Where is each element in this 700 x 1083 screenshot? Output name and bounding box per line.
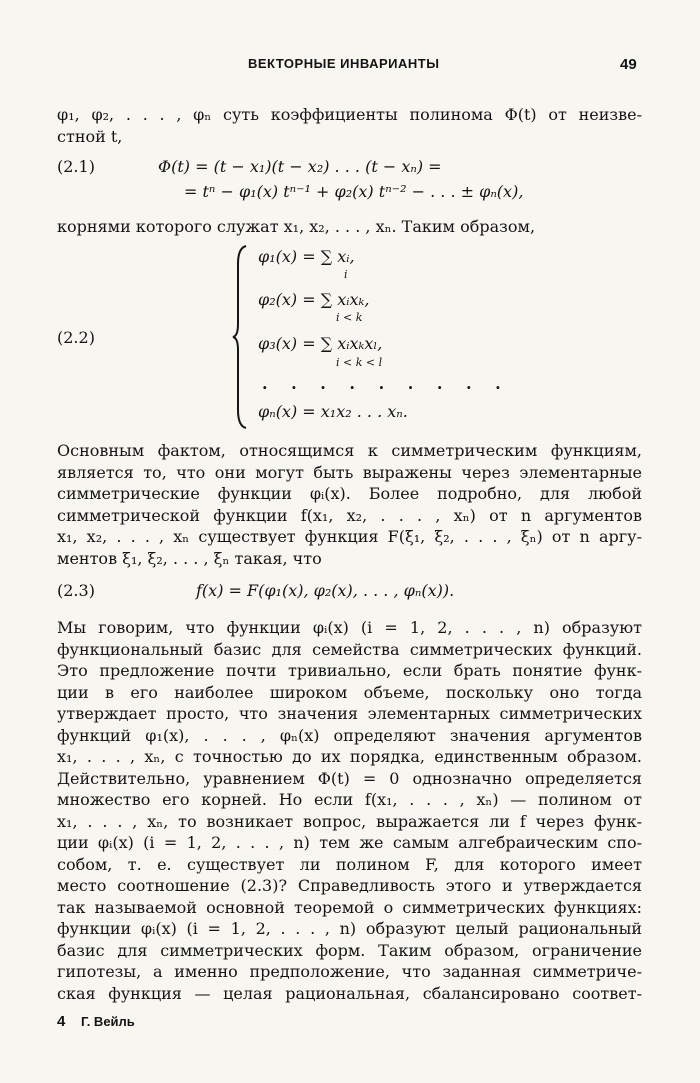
equation-2-1-line2: = tⁿ − φ₁(x) tⁿ⁻¹ + φ₂(x) tⁿ⁻² − . . . ± φₙ(x), [184, 182, 524, 201]
system-row-1: φ₁(x) = ∑ xᵢ, [258, 247, 355, 266]
text-line: ции φᵢ(x) (i = 1, 2, . . . , n) тем же самым алгебраическим спо- [57, 833, 642, 852]
text-line: корнями которого служат x₁, x₂, . . . , xₙ. Таким образом, [57, 217, 536, 236]
sum-index-3: i < k < l [336, 356, 383, 369]
text-line: место соотношение (2.3)? Справедливость этого и утверждается [57, 876, 642, 895]
system-ellipsis: · · · · · · · · · [262, 378, 510, 397]
text-line: собом, т. е. существует ли полином F, для которого имеет [57, 854, 642, 874]
text-line: симметрические функции φᵢ(x). Более подробно, для любой [57, 484, 642, 503]
text-line: ская функция — целая рациональная, сбалансировано соответ- [57, 983, 642, 1003]
paragraph-main-fact [57, 440, 642, 569]
system-row-3: φ₃(x) = ∑ xᵢxₖxₗ, [258, 334, 383, 353]
author-signature: Г. Вейль [80, 1014, 135, 1029]
running-head: ВЕКТОРНЫЕ ИНВАРИАНТЫ [248, 56, 440, 71]
signature-number: 4 [57, 1013, 66, 1030]
text-line: Это предложение почти тривиально, если брать понятие функ- [57, 661, 642, 680]
system-row-n: φₙ(x) = x₁x₂ . . . xₙ. [258, 402, 408, 421]
text-line: является то, что они могут быть выражены через элементарные [57, 462, 642, 482]
text-line: утверждает просто, что значения элементарных симметрических [57, 704, 642, 723]
text-line: Мы говорим, что функции φᵢ(x) (i = 1, 2, . . . , n) образуют [57, 618, 642, 637]
text-line: функциональный базис для семейства симметрических функций. [57, 639, 642, 659]
text-line: множество его корней. Но если f(x₁, . . . , xₙ) — полином от [57, 790, 642, 809]
intro-paragraph [57, 104, 642, 147]
text-line: гипотезы, а именно предположение, что заданная симметриче- [57, 962, 642, 981]
text-line: x₁, . . . , xₙ, то возникает вопрос, выражается ли f через функ- [57, 811, 642, 831]
sum-index-1: i [344, 268, 348, 281]
equation-2-1-label: (2.1) [57, 157, 95, 176]
text-line: ции в его наиболее широком объеме, поскольку оно тогда [57, 682, 642, 702]
equation-2-3-formula: f(x) = F(φ₁(x), φ₂(x), . . . , φₙ(x)). [196, 581, 455, 600]
paragraph-functional-basis [57, 617, 642, 1004]
after-equation-2-1 [57, 216, 642, 238]
text-line: стной t, [57, 126, 123, 146]
equation-2-1-line1: Φ(t) = (t − x₁)(t − x₂) . . . (t − xₙ) = [158, 157, 442, 176]
equation-2-2-label: (2.2) [57, 328, 95, 347]
text-line: функции φᵢ(x) (i = 1, 2, . . . , n) образуют целый рациональный [57, 919, 642, 938]
text-line: симметрической функции f(x₁, x₂, . . . , xₙ) от n аргументов [57, 505, 642, 525]
equation-2-3-label: (2.3) [57, 581, 95, 600]
sum-index-2: i < k [336, 311, 363, 324]
page-number: 49 [620, 56, 637, 73]
text-line: базис для симметрических форм. Таким образом, ограничение [57, 940, 642, 960]
text-line: φ₁, φ₂, . . . , φₙ суть коэффициенты полинома Φ(t) от неизве- [57, 105, 642, 124]
text-line: функций φ₁(x), . . . , φₙ(x) определяют значения аргументов [57, 725, 642, 745]
text-line: так называемой основной теоремой о симметрических функциях: [57, 897, 642, 917]
text-line: x₁, x₂, . . . , xₙ существует функция F(ξ₁, ξ₂, . . . , ξₙ) от n аргу- [57, 527, 642, 546]
text-line: ментов ξ₁, ξ₂, . . . , ξₙ такая, что [57, 548, 322, 568]
text-line: Основным фактом, относящимся к симметрическим функциям, [57, 441, 642, 460]
page-footer [57, 1013, 135, 1030]
text-line: x₁, . . . , xₙ, с точностью до их порядка, единственным образом. [57, 747, 642, 766]
text-line: Действительно, уравнением Φ(t) = 0 однозначно определяется [57, 768, 642, 788]
left-brace [232, 244, 248, 430]
system-row-2: φ₂(x) = ∑ xᵢxₖ, [258, 290, 370, 309]
